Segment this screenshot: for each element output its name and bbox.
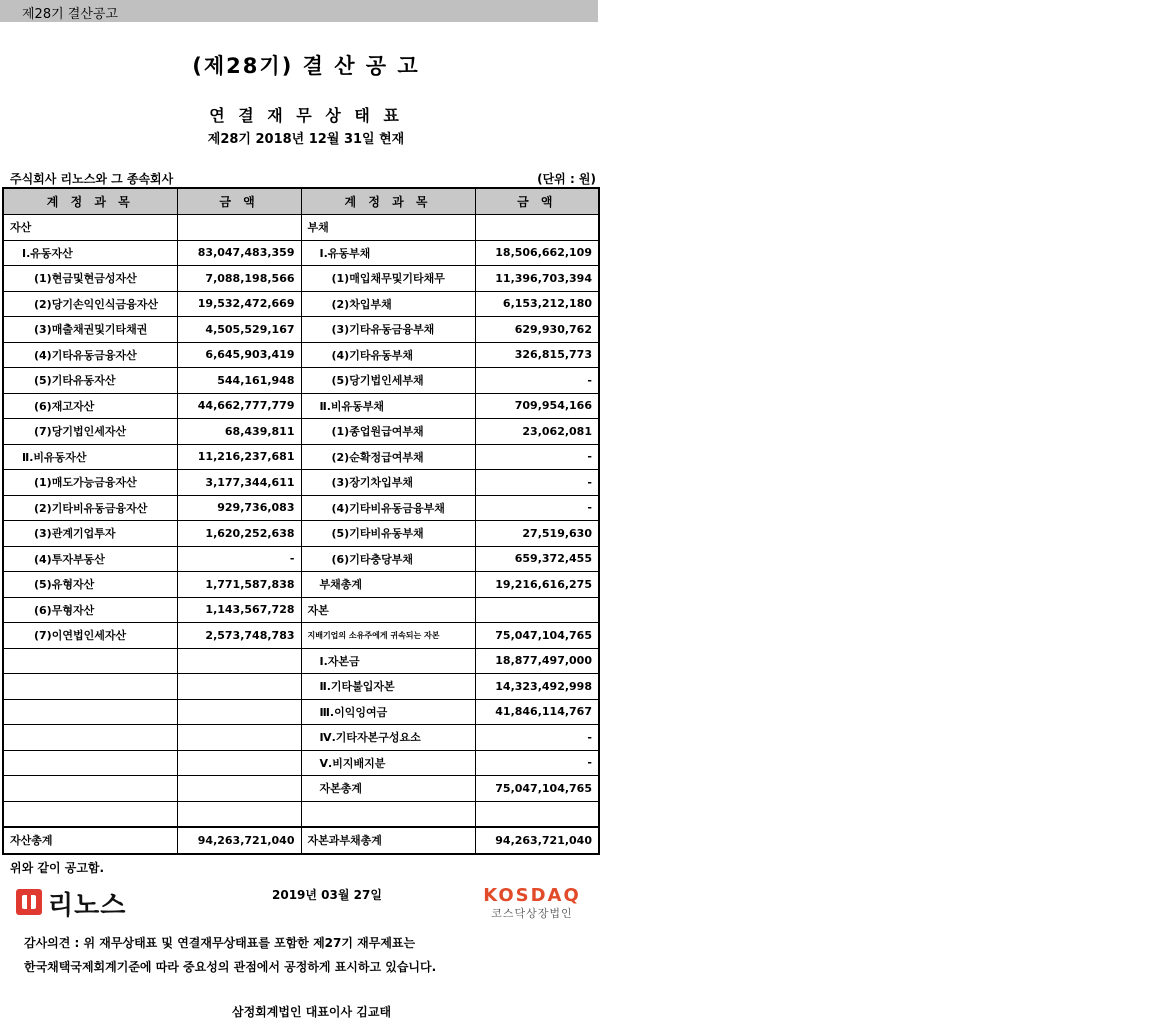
asset-account-cell xyxy=(3,801,177,827)
table-row xyxy=(3,342,599,368)
linos-logo-icon xyxy=(16,889,42,915)
unit-label: (단위 : 원) xyxy=(537,172,596,186)
liability-account-cell: Ⅰ.자본금 xyxy=(301,648,475,674)
liability-amount-cell: 18,506,662,109 xyxy=(475,240,599,266)
asset-amount-cell xyxy=(177,801,301,827)
liability-amount-cell: 659,372,455 xyxy=(475,546,599,572)
liability-account-cell: (4)기타유동부채 xyxy=(301,342,475,368)
table-row xyxy=(3,215,599,241)
asset-amount-cell: 3,177,344,611 xyxy=(177,470,301,496)
table-row xyxy=(3,674,599,700)
table-row xyxy=(3,240,599,266)
liability-account-cell: (5)기타비유동부채 xyxy=(301,521,475,547)
asset-account-cell: (6)재고자산 xyxy=(3,393,177,419)
statement-period: 제28기 2018년 12월 31일 현재 xyxy=(207,132,405,147)
sheet-tab[interactable] xyxy=(0,0,598,22)
asset-account-cell xyxy=(3,750,177,776)
total-liab-equity-label: 자본과부채총계 xyxy=(301,827,475,854)
liability-amount-cell: 23,062,081 xyxy=(475,419,599,445)
asset-amount-cell: 83,047,483,359 xyxy=(177,240,301,266)
table-row xyxy=(3,623,599,649)
asset-amount-cell xyxy=(177,725,301,751)
asset-account-cell: Ⅱ.비유동자산 xyxy=(3,444,177,470)
table-row xyxy=(3,572,599,598)
asset-account-cell: 자산 xyxy=(3,215,177,241)
table-row xyxy=(3,444,599,470)
balance-sheet-table xyxy=(2,187,600,855)
header-account-left: 계 정 과 목 xyxy=(3,188,177,215)
liability-account-cell: 지배기업의 소유주에게 귀속되는 자본 xyxy=(301,623,475,649)
liability-account-cell: (3)장기차입부채 xyxy=(301,470,475,496)
asset-amount-cell: 1,771,587,838 xyxy=(177,572,301,598)
asset-amount-cell: 2,573,748,783 xyxy=(177,623,301,649)
asset-account-cell: (7)이연법인세자산 xyxy=(3,623,177,649)
table-row xyxy=(3,546,599,572)
liability-amount-cell: 27,519,630 xyxy=(475,521,599,547)
table-row xyxy=(3,648,599,674)
asset-amount-cell: 7,088,198,566 xyxy=(177,266,301,292)
liability-account-cell: (1)매입채무및기타채무 xyxy=(301,266,475,292)
asset-account-cell: (2)당기손익인식금융자산 xyxy=(3,291,177,317)
asset-account-cell xyxy=(3,699,177,725)
table-row xyxy=(3,368,599,394)
liability-account-cell: Ⅲ.이익잉여금 xyxy=(301,699,475,725)
asset-account-cell: (4)기타유동금융자산 xyxy=(3,342,177,368)
liability-amount-cell: 75,047,104,765 xyxy=(475,623,599,649)
asset-account-cell: (5)유형자산 xyxy=(3,572,177,598)
liability-amount-cell: 18,877,497,000 xyxy=(475,648,599,674)
liability-amount-cell: 75,047,104,765 xyxy=(475,776,599,802)
liability-amount-cell: - xyxy=(475,444,599,470)
table-row xyxy=(3,291,599,317)
asset-account-cell: (3)관계기업투자 xyxy=(3,521,177,547)
liability-account-cell: 부채 xyxy=(301,215,475,241)
asset-account-cell: (1)현금및현금성자산 xyxy=(3,266,177,292)
liability-amount-cell: - xyxy=(475,750,599,776)
asset-account-cell: (3)매출채권및기타채권 xyxy=(3,317,177,343)
table-row xyxy=(3,750,599,776)
liability-account-cell: (6)기타충당부채 xyxy=(301,546,475,572)
table-row xyxy=(3,521,599,547)
announcement-date: 2019년 03월 27일 xyxy=(272,888,382,902)
asset-amount-cell: 4,505,529,167 xyxy=(177,317,301,343)
liability-account-cell: (4)기타비유동금융부채 xyxy=(301,495,475,521)
liability-account-cell: 자본총계 xyxy=(301,776,475,802)
asset-account-cell: (1)매도가능금융자산 xyxy=(3,470,177,496)
asset-account-cell: (2)기타비유동금융자산 xyxy=(3,495,177,521)
liability-account-cell: Ⅱ.기타불입자본 xyxy=(301,674,475,700)
asset-amount-cell: 19,532,472,669 xyxy=(177,291,301,317)
table-row xyxy=(3,597,599,623)
logo-wordmark: 리노스 xyxy=(48,891,127,921)
liability-amount-cell xyxy=(475,215,599,241)
liability-account-cell: (3)기타유동금융부채 xyxy=(301,317,475,343)
liability-account-cell: 부채총계 xyxy=(301,572,475,598)
total-assets-amount: 94,263,721,040 xyxy=(177,827,301,854)
asset-amount-cell: 44,662,777,779 xyxy=(177,393,301,419)
liability-account-cell: Ⅱ.비유동부채 xyxy=(301,393,475,419)
asset-amount-cell: 6,645,903,419 xyxy=(177,342,301,368)
kosdaq-subtitle: 코스닥상장법인 xyxy=(491,907,573,920)
notice-text: 위와 같이 공고함. xyxy=(10,861,105,875)
table-row xyxy=(3,470,599,496)
asset-amount-cell xyxy=(177,215,301,241)
asset-amount-cell: 11,216,237,681 xyxy=(177,444,301,470)
asset-amount-cell xyxy=(177,674,301,700)
header-amount-left: 금 액 xyxy=(177,188,301,215)
liability-account-cell: (2)순확정급여부채 xyxy=(301,444,475,470)
liability-amount-cell: - xyxy=(475,725,599,751)
table-row xyxy=(3,776,599,802)
liability-amount-cell: 326,815,773 xyxy=(475,342,599,368)
liability-amount-cell: - xyxy=(475,470,599,496)
table-header-row xyxy=(3,188,599,215)
liability-account-cell: (5)당기법인세부채 xyxy=(301,368,475,394)
liability-account-cell: 자본 xyxy=(301,597,475,623)
page-title: (제28기) 결 산 공 고 xyxy=(192,54,420,78)
liability-amount-cell: 6,153,212,180 xyxy=(475,291,599,317)
liability-amount-cell: 629,930,762 xyxy=(475,317,599,343)
asset-amount-cell xyxy=(177,776,301,802)
header-amount-right: 금 액 xyxy=(475,188,599,215)
company-logo xyxy=(16,885,146,919)
liability-account-cell xyxy=(301,801,475,827)
asset-account-cell: (6)무형자산 xyxy=(3,597,177,623)
table-row xyxy=(3,317,599,343)
liability-account-cell: (2)차입부채 xyxy=(301,291,475,317)
liability-account-cell: Ⅰ.유동부채 xyxy=(301,240,475,266)
asset-account-cell: Ⅰ.유동자산 xyxy=(3,240,177,266)
table-row xyxy=(3,725,599,751)
asset-amount-cell: 68,439,811 xyxy=(177,419,301,445)
liability-account-cell: Ⅴ.비지배지분 xyxy=(301,750,475,776)
liability-amount-cell: 11,396,703,394 xyxy=(475,266,599,292)
asset-amount-cell xyxy=(177,648,301,674)
asset-amount-cell: 544,161,948 xyxy=(177,368,301,394)
liability-amount-cell: - xyxy=(475,495,599,521)
asset-account-cell xyxy=(3,725,177,751)
sheet-tab-label: 제28기 결산공고 xyxy=(22,7,119,22)
asset-account-cell: (7)당기법인세자산 xyxy=(3,419,177,445)
company-name: 주식회사 리노스와 그 종속회사 xyxy=(10,172,174,186)
asset-account-cell xyxy=(3,648,177,674)
asset-amount-cell: 1,620,252,638 xyxy=(177,521,301,547)
audit-opinion-line2: 한국채택국제회계기준에 따라 중요성의 관점에서 공정하게 표시하고 있습니다. xyxy=(24,960,437,974)
liability-amount-cell: 41,846,114,767 xyxy=(475,699,599,725)
asset-amount-cell xyxy=(177,699,301,725)
total-row xyxy=(3,827,599,854)
liability-account-cell: Ⅳ.기타자본구성요소 xyxy=(301,725,475,751)
table-row xyxy=(3,266,599,292)
kosdaq-title: KOSDAQ xyxy=(483,885,581,906)
liability-amount-cell: - xyxy=(475,368,599,394)
table-row xyxy=(3,801,599,827)
asset-amount-cell: 929,736,083 xyxy=(177,495,301,521)
liability-amount-cell: 19,216,616,275 xyxy=(475,572,599,598)
auditor-signature: 삼정회계법인 대표이사 김교태 xyxy=(232,1005,392,1019)
asset-account-cell: (5)기타유동자산 xyxy=(3,368,177,394)
asset-account-cell xyxy=(3,674,177,700)
total-assets-label: 자산총계 xyxy=(3,827,177,854)
table-row xyxy=(3,419,599,445)
asset-amount-cell: 1,143,567,728 xyxy=(177,597,301,623)
table-row xyxy=(3,699,599,725)
liability-account-cell: (1)종업원급여부채 xyxy=(301,419,475,445)
liability-amount-cell: 14,323,492,998 xyxy=(475,674,599,700)
asset-amount-cell xyxy=(177,750,301,776)
kosdaq-badge xyxy=(476,886,588,926)
liability-amount-cell xyxy=(475,801,599,827)
table-row xyxy=(3,495,599,521)
table-row xyxy=(3,393,599,419)
asset-account-cell: (4)투자부동산 xyxy=(3,546,177,572)
liability-amount-cell xyxy=(475,597,599,623)
liability-amount-cell: 709,954,166 xyxy=(475,393,599,419)
audit-opinion-line1: 감사의견 : 위 재무상태표 및 연결재무상태표를 포함한 제27기 재무제표는 xyxy=(24,936,416,950)
asset-account-cell xyxy=(3,776,177,802)
statement-title: 연 결 재 무 상 태 표 xyxy=(209,106,403,125)
header-account-right: 계 정 과 목 xyxy=(301,188,475,215)
asset-amount-cell: - xyxy=(177,546,301,572)
total-liab-equity-amount: 94,263,721,040 xyxy=(475,827,599,854)
